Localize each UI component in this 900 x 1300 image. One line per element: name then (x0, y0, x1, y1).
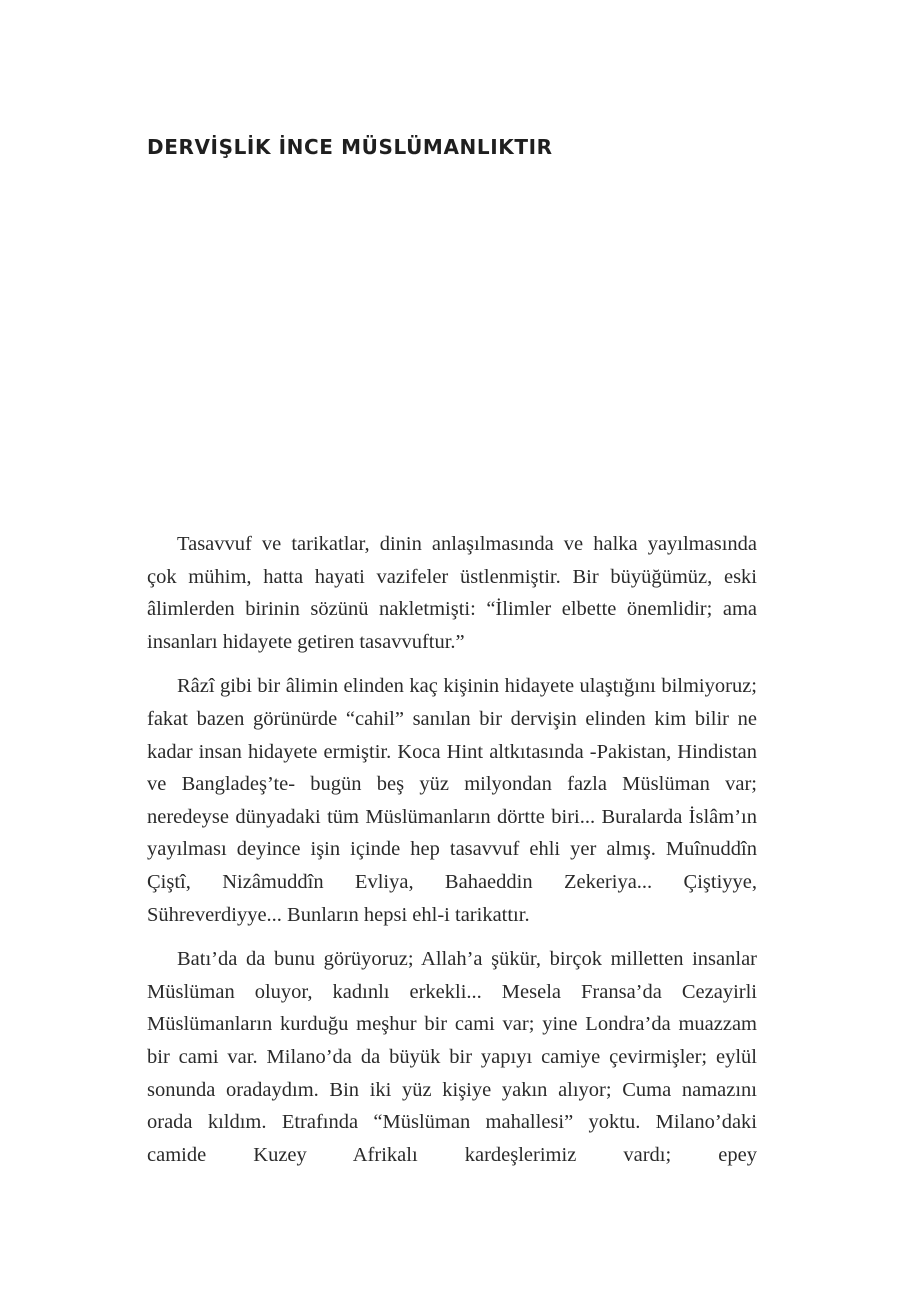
paragraph-1: Tasavvuf ve tarikatlar, dinin anlaşılmasında ve halka yayılmasında çok mühim, hatta hayati vazifeler üstlenmiştir. Bir büyüğümüz, eski âlimlerden birinin sözünü nakletmişti: “İlimler elbette önemlidir; ama insanları hidayete getiren tasavvuftur.” (147, 533, 757, 653)
body-text (147, 528, 757, 1183)
paragraph-3: Batı’da da bunu görüyoruz; Allah’a şükür, birçok milletten insanlar Müslüman oluyor, kadınlı erkekli... Mesela Fransa’da Cezayirli Müslümanların kurduğu meşhur bir cami var; yine Londra’da muazzam bir cami var. Milano’da da büyük bir yapıyı camiye çevirmişler; eylül sonunda oradaydım. Bin iki yüz kişiye yakın alıyor; Cuma namazını orada kıldım. Etrafında “Müslüman mahallesi” yoktu. Milano’daki camide Kuzey Afrikalı kardeşlerimiz vardı; epey (147, 948, 757, 1166)
paragraph-2: Râzî gibi bir âlimin elinden kaç kişinin hidayete ulaştığını bilmiyoruz; fakat bazen görünürde “cahil” sanılan bir dervişin elinden kim bilir ne kadar insan hidayete ermiştir. Koca Hint altkıtasında -Pakistan, Hindistan ve Bangladeş’te- bugün beş yüz milyondan fazla Müslüman var; neredeyse dünyadaki tüm Müslümanların dörtte biri... Buralarda İslâm’ın yayılması deyince işin içinde hep tasavvuf ehli yer almış. Muînuddîn Çiştî, Nizâmuddîn Evliya, Bahaeddin Zekeriya... Çiştiyye, Sühreverdiyye... Bunların hepsi ehl-i tarikattır. (147, 675, 757, 926)
chapter-title: DERVİŞLİK İNCE MÜSLÜMANLIKTIR (147, 135, 553, 159)
